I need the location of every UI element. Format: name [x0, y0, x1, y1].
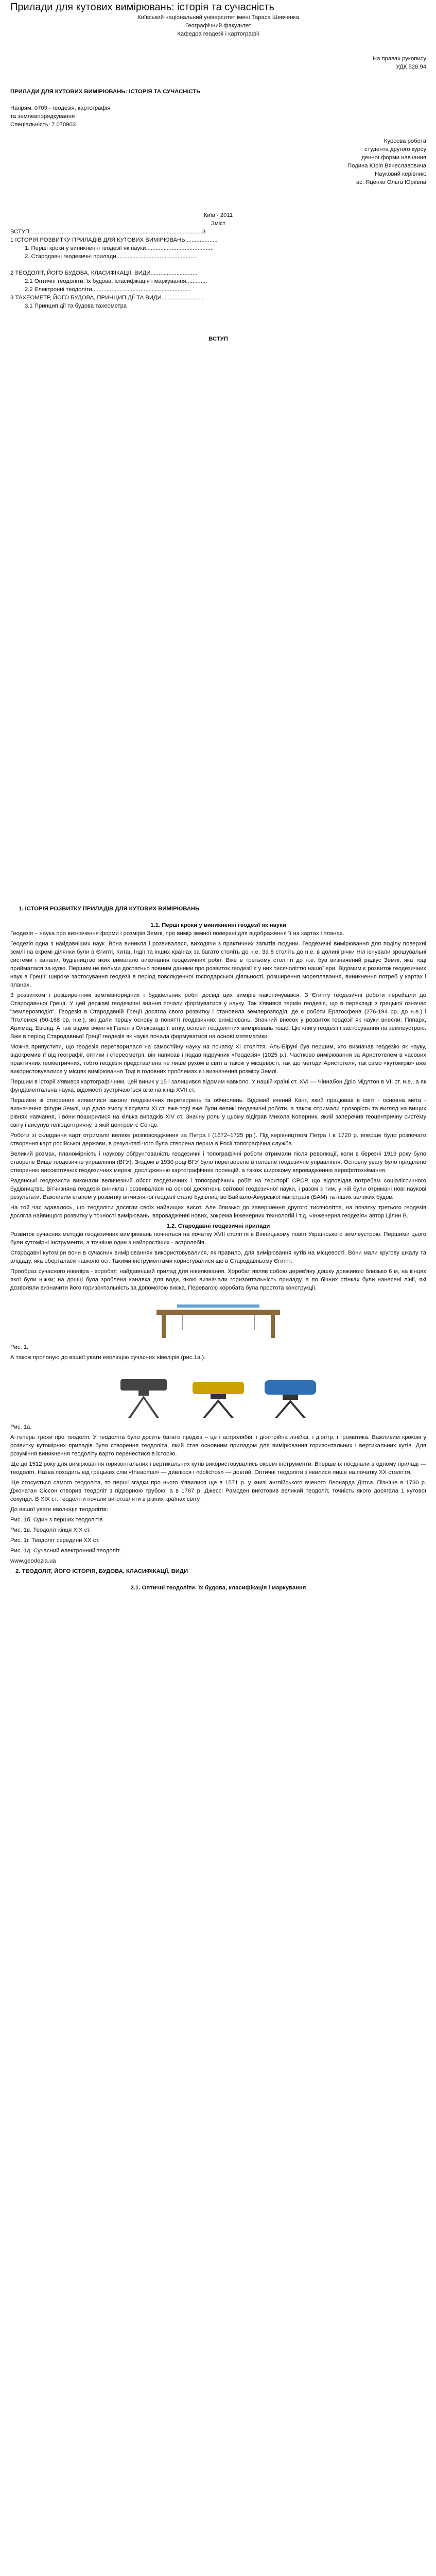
paragraph: Великий розмах, планомірність і наукову обґрунтованість геодезичні і топографічні роботи отримали після революції, коли в березні 1919 року було створене Вище геодезичне управління (ВГУ). Згодом в 1930 році ВГУ було перетворене в головне геодезичне управління. Основну увагу було приділено створенню високоточних геодезичних мереж, дослідженню картографічних проекцій, а також широкому впровадженню аерофотознімання. — [10, 1151, 426, 1174]
toc-item[interactable]: 2. Стародавні геодезичні прилади.................................................. — [25, 253, 197, 260]
toc-item[interactable]: 1. Перші кроки у виникненні геодезії як науки.......................................... — [25, 245, 214, 251]
paragraph: Геодезія – наука про визначення форми і розмірів Землі, про вимір земної поверхні для відображення її на картах і планах. — [10, 930, 344, 937]
section-1-1-heading: 1.1. Перші кроки у виникненні геодезії як науки — [150, 922, 286, 928]
toc-item[interactable]: 3.1 Принцип дії та будова тахеометра — [25, 303, 127, 309]
land-line: та землевпорядкування — [10, 113, 75, 120]
paragraph: А теперь трохи про теодоліт. У теодоліта було досить багато предків – це і астролябія, і діоптрійна лінійка, і діоптр, і громатика. Важливим кроком у розвитку кутомірних приладів було створення теодоліта, який став основним приладом для вимірювання горизонтальних і вертикальних кутів. Для розуміння виникнення теодоліту варто перенестися в історію. — [10, 1434, 426, 1457]
figure-1a-levels — [10, 1364, 426, 1423]
udk-code: УДК 528.94 — [396, 64, 426, 70]
author-line: денної форми навчання — [361, 155, 426, 161]
figure-caption: Рис. 1б. Один з перших теодолітів — [10, 1517, 103, 1523]
faculty-name: Географічний факультет — [185, 23, 252, 29]
figure-1-horobat — [10, 1294, 426, 1343]
paragraph: До вашої уваги еволюція теодолітів: — [10, 1506, 108, 1513]
document-body — [10, 0, 426, 1592]
topic-title: ПРИЛАДИ ДЛЯ КУТОВИХ ВИМІРЮВАНЬ: ІСТОРІЯ ТА СУЧАСНІСТЬ — [10, 89, 201, 95]
paragraph: А також пропоную до вашої уваги еволюцію сучасних нівелірів (рис.1а.). — [10, 1354, 206, 1361]
page-title: Прилади для кутових вимірювань: історія та сучасність — [10, 2, 274, 13]
author-line: Науковий керівник: — [375, 171, 426, 177]
paragraph: Геодезія одна з найдавніших наук. Вона виникла і розвивалася, виходячи з практичних запитів людини. Геодезичні вимірювання для поділу поверхні землі на окремі ділянки були в Єгипті, Китаї, Індії та інших країнах за багато століть до н.е. За 8 століть до н.е. в долині річки Ніл існували зрошувальні системи і канали, будівництво яких вимагало виконання геодезичних робіт. Вже в третьому столітті до н.е. був визначений радіус Землі, яка тоді приймалася за кулю. Першим не вельми достатньо повним даними про розвиток геодезії є у них тисячоліттю нашої ери. Відомим є розвиток геодезичних наук в Греції: широке застосування геодезії в період повсякденної господарської діяльності, розширення мореплавання, виникнення потреб у картах і планах. — [10, 941, 426, 988]
paragraph: На той час здавалось, що теодоліти досягли своїх найвищих висот. Але близько до завершення другого тисячоліття, на початку третього геодезія досягла найвищого розвитку у точності вимірювань, впровадженні нових, зокрема інженерних технологій і т.д. «Інженерна геодезія» автор Цілин В. — [10, 1205, 426, 1219]
direction-line: Напрям: 0709 - геодезія, картографія — [10, 105, 111, 111]
section-1-1-text — [10, 929, 426, 1220]
figure-caption: Рис. 1д. Сучасний електронний теодоліт. — [10, 1548, 121, 1554]
toc-item[interactable]: ВСТУП...........................................................................................................3 — [10, 229, 206, 235]
toc-item[interactable]: 2.1 Оптичні теодоліти: їх будова, класифікація і маркування............. — [25, 278, 207, 284]
section-2-1-heading: 2.1. Оптичні теодоліти: їх будова, класифікація і маркування — [130, 1585, 306, 1591]
figure-caption: Рис. 1г. Теодоліт середини XX ст. — [10, 1537, 100, 1544]
section-1-2-heading: 1.2. Стародавні геодезичні прилади — [166, 1223, 270, 1229]
paragraph: 3 розвитком і розширенням землевпорядних і будівельних робіт досвід цих вимірів накопичувався. З Єгипту геодезичні роботи перейшли до Стародавньої Греції. У цей державі геодезичні знання почали формуватися у науку. Так з'явився термін геодезія, що в перекладі з грецької означає "землерозподіл". Геодезія в Стародавній Греції досягла свого розвитку і становила землерозподіл, де є роботи Ератосфена (276-194 рр. до н.е.) і Птолемея (90-168 рр. н.е.), які дали першу основу в понятті геодезичних вимірювань. Значний внесок у розвиток геодезії як науки внесли: Гіппарх, Архімед, Евклід. А такі відомі вчені як Гален з Олександрії: вітку, основи теодолітних вимірювань тощо. Цю книгу геодезії і застосування на землеустрою. Вже в період Стародавньої Греції геодезія як наука почала формуватися на основі математики. — [10, 992, 426, 1040]
levels-evolution-illustration — [110, 1364, 326, 1420]
city-year: Київ - 2011 — [203, 212, 233, 218]
section-1-2-text — [10, 1230, 426, 1565]
figure-caption: Рис. 1. — [10, 1344, 29, 1350]
figure-caption: Рис. 1в. Теодоліт кінця XIX ст. — [10, 1527, 91, 1533]
paragraph: Можна припустити, що геодезія перетворилася на самостійну науку на початку XI століття. Аль-Біруні був першим, хто визначав геодезію як науку, відокремив її від географії, оптики і стереометрії, він написав і подав підручник «Геодезія» (1025 р.). Частково вимірювання за Аристотелем в часових практичних геометричних, тобто геодезія представлена не лише рухом в світі а також у місцевості, так що методи Аристотеля, так само «кутомірів» вже використовувалися у місцях вимірювання Тоді в головних проблемах є і визначення розміру Землі. — [10, 1044, 426, 1075]
paragraph: Роботи зі складання карт отримали велике розповсюдження за Петра I (1672–1725 рр.). Під керівництвом Петра I в 1720 р. вперше було розпочато створення карт російської держави, в результаті чого була створена перша в Росії топографічна служба. — [10, 1132, 426, 1147]
paragraph: Прообраз сучасного нівеліра - хоробат; найдавніший прилад для нівелювання. Хоробат являв собою дерев'яну дошку довжиною близько 6 м, на кінцях якої були ніжки; на дошці була зроблена канавка для води, якою визначали горизонтальність приладу, а по бічних стінках були нанесені лінії, які дозволяли визначити його горизонтальність за допомогою виска. Перевагою хоробата була простота конструкції. — [10, 1268, 426, 1291]
university-name: Київський національний університет імені Тараса Шевченка — [137, 14, 299, 21]
figure-caption: Рис. 1а. — [10, 1424, 32, 1430]
department-name: Кафедра геодезії і картографії — [177, 31, 259, 37]
toc-item[interactable]: 1 ІСТОРІЯ РОЗВИТКУ ПРИЛАДІВ ДЛЯ КУТОВИХ ВИМІРЮВАНЬ.................... — [10, 237, 218, 243]
contents-heading: Зміст — [211, 221, 225, 227]
author-line: Курсова робота — [383, 138, 426, 144]
chapter1-heading: 1. ІСТОРІЯ РОЗВИТКУ ПРИЛАДІВ ДЛЯ КУТОВИХ ВИМІРЮВАНЬ — [19, 906, 200, 912]
paragraph: Розвиток сучасних методів геодезичних вимірювань почнеться на початку XVII століття в Вінницькому повіті Українського землеустрою. Першими цього були кутомірні інструменти, а точніше один з найпростіших - астролябія. — [10, 1231, 426, 1246]
source-link[interactable]: www.geodezia.ua — [10, 1558, 56, 1564]
specialty-code: Спеціальність: 7.070903 — [10, 122, 76, 128]
paragraph: Ще стосується самого теодоліта, то перші згадки про нього з'явилися ще в 1571 р. у книзі англійського вченого Леонарда Діггса. Пізніше в 1730 р. Джонатан Сіссон створив теодоліт з підзорною трубою, а в 1787 р. Джессі Рамсден виготовив великий теодоліт, точність якого досягала 1 кутової секунди. В XIX ст. теодоліти почали виготовляти в різних країнах світу. — [10, 1480, 426, 1502]
table-of-contents — [10, 228, 426, 310]
author-line: Подина Юрія Вячеславовича — [347, 163, 426, 169]
paragraph: Першим в історії з'явився картографічним, цей виник у 15 і залишився відомим навколо. У нашій країні ст. XVI — Чіннабон Дріо Мідлтон в VII ст. н.е., а як фундаментальна наука, відомості зустрічаються вже на кінці XVII ст. — [10, 1079, 426, 1093]
rights-note: На правах рукопису — [372, 56, 426, 62]
paragraph: Ще до 1512 року для вимірювання горизонтальних і вертикальних кутів використовувались окремі інструменти. Вперше їх поєднали в одному приладі — теодоліті. Назва походить від грецьких слів «theaomai» — дивлюся і «dolichos» — довгий. Оптичні теодоліти з'явилися лише на початку XX століття. — [10, 1461, 426, 1476]
intro-heading: ВСТУП — [208, 336, 228, 342]
paragraph: Першими зі створених виявилися закони геодезичних перетворень та обчислень. Відомий вчений Кант, який працював в світі - основна мета - визначення фігури Землі, що дало змогу з'ясувати XI ст. вже тоді вже були великі геодезичні роботи, а також отримали прозорість та вигляд на вищих рівнях навчання, і вони поширилися на кілька випадків XIV ст. Значну роль у цьому відіграв Микола Коперник, який заперечив геоцентричну систему світу і висунув геліоцентричну, в якій центром є Сонце. — [10, 1097, 426, 1128]
author-line: ас. Яценко Ольга Юріївна — [356, 179, 426, 185]
toc-item[interactable]: 3 ТАХЕОМЕТР, ЙОГО БУДОВА, ПРИНЦИП ДІЇ ТА ВИДИ.......................... — [10, 295, 204, 301]
author-line: студента другого курсу — [364, 146, 426, 152]
paragraph: Радянські геодезисти виконали величезний обсяг геодезичних і топографічних робіт на території СРСР, що відповідав потребам соціалістичного будівництва. Вітчизняна геодезія виникла і розвивалася на основі досягнень світової геодезичної науки, і разом з тим, у ній були отримані нові наукові результати. Важливим етапом у розвитку вітчизняної геодезії стало будівництво Байкало-Амурської магістралі (БАМ) та інших великих будов. — [10, 1178, 426, 1200]
horobat-illustration — [151, 1294, 285, 1341]
toc-item[interactable]: 2.2 Електронні теодоліти............................................................. — [25, 286, 191, 293]
chapter2-heading: 2. ТЕОДОЛІТ, ЙОГО ІСТОРІЯ, БУДОВА, КЛАСИФІКАЦІЇ, ВИДИ — [15, 1568, 188, 1574]
paragraph: Стародавні кутоміри вони в сучасних вимірюваннях використовувалися, як правило, для вимірювання кутів на місцевості. Вони мали кругову шкалу та алідаду, яка оберталася навколо осі. Такими інструментами користувалися ще в Стародавньому Єгипті. — [10, 1250, 426, 1264]
toc-item[interactable]: 2 ТЕОДОЛІТ, ЙОГО БУДОВА, КЛАСИФІКАЦІЇ, ВИДИ............................. — [10, 270, 198, 276]
